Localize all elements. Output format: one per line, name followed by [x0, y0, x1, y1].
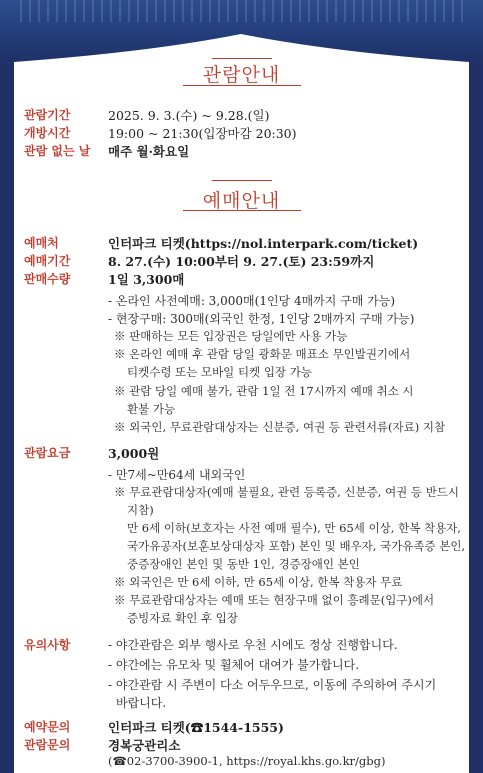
booking-fee-label: 관람요금 — [24, 446, 71, 460]
fee-line: 지참) — [127, 503, 154, 517]
booking-qty-label: 판매수량 — [24, 272, 71, 286]
contact2-sub: (☎02-3700-3900-1, https://royal.khs.go.kr/gbg) — [108, 754, 386, 768]
booking-period-label: 예매기간 — [24, 254, 71, 268]
header-rule-top — [212, 180, 272, 181]
viewing-closed-value: 매주 월·화요일 — [108, 144, 190, 159]
fee-line: 중증장애인 본인 및 동반 1인, 경증장애인 본인 — [127, 557, 360, 571]
qty-line: - 온라인 사전예매: 3,000매(1인당 4매까지 구매 가능) — [108, 294, 396, 308]
qty-line: ※ 외국인, 무료관람대상자는 신분증, 여권 등 관련서류(자료) 지참 — [114, 420, 446, 434]
booking-qty-value: 1일 3,300매 — [108, 272, 185, 287]
fee-line: ※ 무료관람대상자(예매 불필요, 관련 등록증, 신분증, 여권 등 반드시 — [114, 485, 460, 499]
fee-line: ※ 무료관람대상자는 예매 또는 현장구매 없이 흥례문(입구)에서 — [114, 593, 435, 607]
contact1-value: 인터파크 티켓(☎1544-1555) — [108, 720, 284, 735]
fee-line: ※ 외국인은 만 6세 이하, 만 65세 이상, 한복 착용자 무료 — [114, 575, 403, 589]
contact2-label: 관람문의 — [24, 738, 71, 752]
booking-section-title: 예매안내 — [202, 190, 281, 212]
booking-vendor-value: 인터파크 티켓(https://nol.interpark.com/ticket) — [108, 236, 419, 251]
fee-line: 국가유공자(보훈보상대상자 포함) 본인 및 배우자, 국가유족증 본인, — [127, 539, 466, 553]
viewing-hours-value: 19:00 ~ 21:30(입장마감 20:30) — [108, 126, 297, 141]
viewing-section-title: 관람안내 — [202, 64, 281, 86]
fee-line: 만 6세 이하(보호자는 사전 예매 필수), 만 65세 이상, 한복 착용자, — [127, 521, 461, 535]
header-rule-top — [212, 58, 272, 59]
viewing-period-value: 2025. 9. 3.(수) ~ 9.28.(일) — [108, 108, 270, 123]
contact1-label: 예약문의 — [24, 720, 71, 734]
notes-line: 바랍니다. — [116, 696, 167, 710]
booking-notes-label: 유의사항 — [24, 638, 71, 652]
qty-line: 티켓수령 또는 모바일 티켓 입장 가능 — [127, 365, 312, 379]
fee-line: - 만7세~만64세 내외국인 — [108, 468, 246, 482]
viewing-closed-label: 관람 없는 날 — [24, 144, 91, 158]
notes-line: - 야간관람은 외부 행사로 우천 시에도 정상 진행합니다. — [108, 638, 398, 652]
notes-line: - 야간에는 유모차 및 휠체어 대여가 불가합니다. — [108, 658, 360, 672]
qty-line: ※ 온라인 예매 후 관람 당일 광화문 매표소 무인발권기에서 — [114, 347, 411, 361]
qty-line: ※ 관람 당일 예매 불가, 관람 1일 전 17시까지 예매 취소 시 — [114, 384, 414, 398]
viewing-hours-label: 개방시간 — [24, 126, 71, 140]
qty-line: 환불 가능 — [127, 402, 176, 416]
notes-line: - 야간관람 시 주변이 다소 어두우므로, 이동에 주의하여 주시기 — [108, 678, 437, 692]
booking-fee-value: 3,000원 — [108, 446, 160, 461]
viewing-period-label: 관람기간 — [24, 108, 71, 122]
fee-line: 증빙자료 확인 후 입장 — [127, 611, 238, 625]
qty-line: - 현장구매: 300매(외국인 한정, 1인당 2매까지 구매 가능) — [108, 312, 415, 326]
booking-vendor-label: 예매처 — [24, 236, 59, 250]
contact2-value: 경복궁관리소 — [108, 738, 181, 753]
header-rule-bottom — [183, 85, 301, 86]
viewing-section-header — [14, 58, 469, 85]
header-rule-bottom — [183, 210, 301, 211]
booking-section-header — [14, 180, 469, 212]
booking-period-value: 8. 27.(수) 10:00부터 9. 27.(토) 23:59까지 — [108, 254, 375, 269]
qty-line: ※ 판매하는 모든 입장권은 당일에만 사용 가능 — [114, 329, 348, 343]
